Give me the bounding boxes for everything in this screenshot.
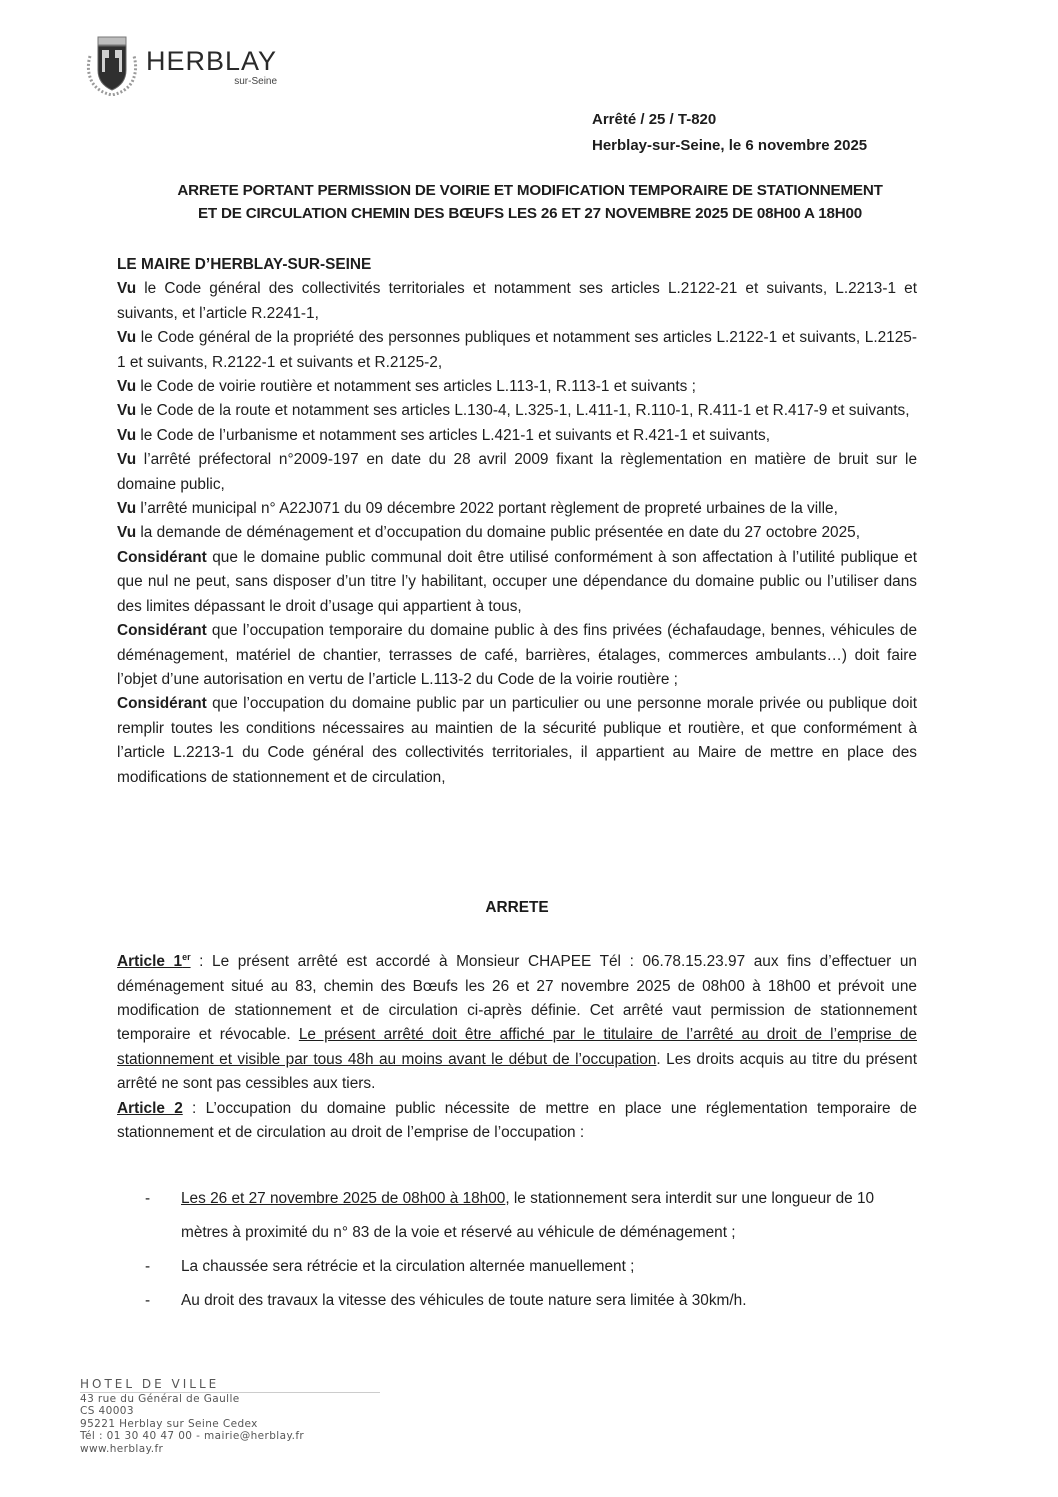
footer-address	[80, 1378, 380, 1455]
article-1-text-end: . Les droits acquis au titre du présent arrêté ne sont pas cessibles aux tiers.	[117, 1050, 918, 1093]
footer-line: 95221 Herblay sur Seine Cedex	[80, 1417, 258, 1430]
measure-text: La chaussée sera rétrécie et la circulation alternée manuellement ;	[181, 1258, 635, 1275]
preamble-text: le Code général de la propriété des personnes publiques et notamment ses articles L.2122-1 et suivants, L.2125-1 et suivants, R.2122-1 et suivants et R.2125-2,	[117, 329, 917, 371]
reference-number: Arrêté / 25 / T-820	[592, 111, 717, 128]
preamble-item	[117, 375, 917, 399]
article-1-label: Article 1er	[117, 952, 191, 971]
article-2-text: : L’occupation du domaine public nécessite de mettre en place une réglementation temporaire de stationnement et de circulation au droit de l’emprise de l’occupation :	[117, 1099, 917, 1141]
preamble-text: que l’occupation du domaine public par un particulier ou une personne morale privée ou publique doit remplir toutes les conditions nécessaires au maintien de la sécurité publique et routière, et que conformément à l’article L.2213-1 du Code général des collectivités territoriales, il appartient au Maire de mettre en place des modifications de stationnement et de circulation,	[117, 695, 917, 786]
dash-bullet-icon: -	[145, 1190, 151, 1207]
preamble-text: le Code de voirie routière et notamment ses articles L.113-1, R.113-1 et suivants ;	[136, 378, 696, 396]
preamble-item	[117, 399, 917, 423]
document-title	[120, 179, 940, 225]
measure-item	[145, 1250, 925, 1284]
dash-bullet-icon: -	[145, 1258, 151, 1275]
logo-subtitle: sur-Seine	[234, 76, 278, 87]
article-2-measures	[145, 1182, 925, 1318]
preamble-lead: Vu	[117, 524, 137, 542]
preamble-text: l’arrêté préfectoral n°2009-197 en date du 28 avril 2009 fixant la règlementation en matière de bruit sur le domaine public,	[117, 451, 917, 493]
preamble-lead: Considérant	[117, 548, 207, 566]
footer-line: 43 rue du Général de Gaulle	[80, 1392, 240, 1405]
measure-text: , le stationnement sera interdit sur une longueur de 10 mètres à proximité du n° 83 de la voie et réservé au véhicule de déménagement ;	[181, 1190, 875, 1241]
preamble-text: l’arrêté municipal n° A22J071 du 09 décembre 2022 portant règlement de propreté urbaines de la ville,	[136, 500, 838, 518]
preamble-item	[117, 619, 917, 692]
preamble-text: que le domaine public communal doit être utilisé conformément à son affectation à l’utilité publique et que nul ne peut, sans disposer d’un titre l’y habilitant, occuper une dépendance du domaine public ou l’utiliser dans des limites dépassant le droit d’usage qui appartient à tous,	[117, 548, 917, 615]
place-date: Herblay-sur-Seine, le 6 novembre 2025	[592, 137, 868, 154]
preamble-text: le Code général des collectivités territoriales et notamment ses articles L.2122-21 et suivants, L.2213-1 et suivants, et l’article R.2241-1,	[117, 280, 917, 322]
articles	[117, 945, 917, 1145]
preamble-item	[117, 521, 917, 545]
article-1-underlined-text: Le présent arrêté doit être affiché par le titulaire de l’arrêté au droit de l’emprise de stationnement et visible par tous 48h au moins avant le début de l’occupation	[117, 1026, 917, 1068]
logo-name: HERBLAY	[146, 46, 278, 76]
article-1-text: : Le présent arrêté est accordé à Monsieur CHAPEE Tél : 06.78.15.23.97 aux fins d’effectuer un déménagement situé au 83, chemin des Bœufs les 26 et 27 novembre 2025 de 08h00 à 18h00 et prévoit une modification de stationnement et de circulation ci-après définie. Cet arrêté vaut permission de stationnement temporaire et révocable.	[117, 953, 917, 1044]
dash-bullet-icon: -	[145, 1292, 151, 1309]
document-reference	[592, 107, 867, 159]
measure-item	[145, 1182, 925, 1250]
preamble-lead: Vu	[117, 426, 137, 444]
preamble	[117, 253, 917, 790]
preamble-lead: Vu	[117, 329, 137, 347]
arrete-heading: ARRETE	[485, 899, 549, 916]
city-crest-icon	[84, 34, 140, 96]
preamble-item	[117, 692, 917, 790]
article-2-label: Article 2	[117, 1099, 183, 1117]
preamble-text: le Code de l’urbanisme et notamment ses articles L.421-1 et suivants et R.421-1 et suivants,	[136, 426, 771, 444]
footer-line: Tél : 01 30 40 47 00 - mairie@herblay.fr	[80, 1430, 305, 1442]
preamble-items	[117, 277, 917, 790]
measure-text: Au droit des travaux la vitesse des véhicules de toute nature sera limitée à 30km/h.	[181, 1292, 747, 1309]
footer-line: CS 40003	[80, 1405, 134, 1417]
article-2	[117, 1097, 917, 1146]
maire-heading: LE MAIRE D’HERBLAY-SUR-SEINE	[117, 256, 372, 273]
article-1	[117, 945, 917, 1097]
footer-website[interactable]: www.herblay.fr	[80, 1442, 164, 1455]
preamble-text: la demande de déménagement et d’occupation du domaine public présentée en date du 27 octobre 2025,	[136, 524, 860, 542]
preamble-lead: Vu	[117, 378, 137, 396]
preamble-item	[117, 326, 917, 375]
preamble-lead: Considérant	[117, 622, 207, 640]
preamble-lead: Considérant	[117, 695, 207, 713]
preamble-text: le Code de la route et notamment ses articles L.130-4, L.325-1, L.411-1, R.110-1, R.411-1 et R.417-9 et suivants,	[136, 402, 910, 420]
preamble-item	[117, 448, 917, 497]
preamble-item	[117, 497, 917, 521]
herblay-logo	[84, 34, 277, 96]
measure-dates: Les 26 et 27 novembre 2025 de 08h00 à 18h00	[181, 1190, 506, 1207]
preamble-item	[117, 424, 917, 448]
title-line-1: ARRETE PORTANT PERMISSION DE VOIRIE ET MODIFICATION TEMPORAIRE DE STATIONNEMENT	[177, 182, 883, 199]
measure-item	[145, 1284, 925, 1318]
preamble-lead: Vu	[117, 451, 137, 469]
title-line-2: ET DE CIRCULATION CHEMIN DES BŒUFS LES 26 ET 27 NOVEMBRE 2025 DE 08H00 A 18H00	[197, 205, 863, 222]
preamble-lead: Vu	[117, 500, 137, 518]
preamble-item	[117, 277, 917, 326]
preamble-text: que l’occupation temporaire du domaine public à des fins privées (échafaudage, bennes, véhicules de déménagement, matériel de chantier, terrasses de café, barrières, étalages, commerces ambulants…) doit faire l’objet d’une autorisation en vertu de l’article L.113-2 du Code de la voirie routière ;	[117, 622, 917, 688]
preamble-lead: Vu	[117, 280, 137, 298]
preamble-lead: Vu	[117, 402, 137, 420]
preamble-item	[117, 546, 917, 619]
footer-heading: HOTEL DE VILLE	[80, 1378, 380, 1393]
